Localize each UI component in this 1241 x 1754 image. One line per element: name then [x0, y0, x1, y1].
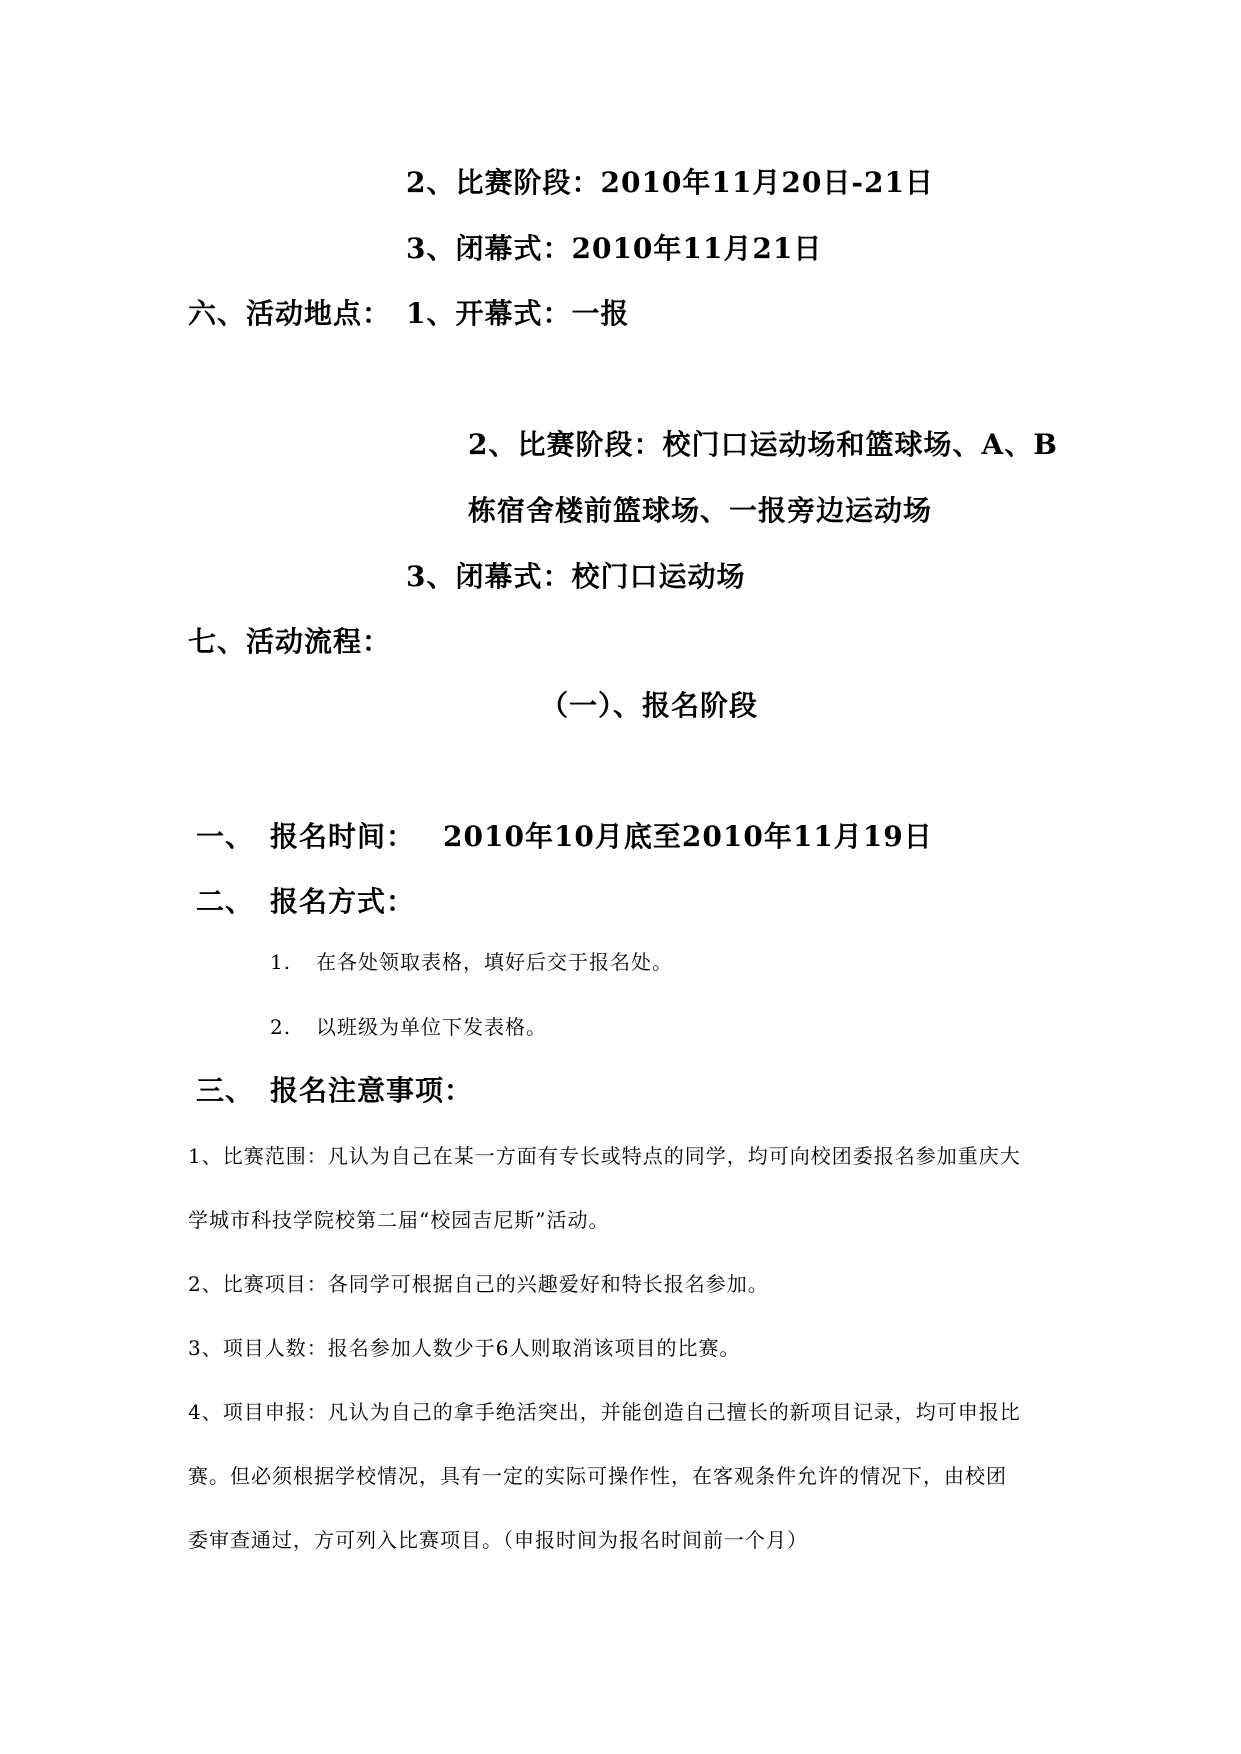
registration-notes-heading — [196, 1074, 474, 1107]
registration-method-number: 二、 — [196, 885, 255, 918]
registration-time-value: 2010年10月底至2010年11月19日 — [443, 820, 933, 853]
registration-notes-label: 报名注意事项： — [270, 1074, 474, 1107]
list-item-number: 2. — [270, 1015, 292, 1039]
notes-items: 2、比赛项目：各同学可根据自己的兴趣爱好和特长报名参加。 — [188, 1272, 769, 1296]
registration-time-label: 报名时间： — [270, 820, 416, 853]
schedule-closing: 3、闭幕式：2010年11月21日 — [406, 232, 823, 265]
notes-apply-line3: 委审查通过，方可列入比赛项目。（申报时间为报名时间前一个月） — [188, 1528, 808, 1552]
venue-opening: 1、开幕式：一报 — [406, 297, 630, 330]
venue-stage-line2: 栋宿舍楼前篮球场、一报旁边运动场 — [468, 494, 933, 527]
notes-count: 3、项目人数：报名参加人数少于6人则取消该项目的比赛。 — [188, 1336, 741, 1360]
notes-scope-line1: 1、比赛范围：凡认为自己在某一方面有专长或特点的同学，均可向校团委报名参加重庆大 — [188, 1144, 1021, 1168]
list-item-text: 在各处领取表格，填好后交于报名处。 — [316, 950, 673, 974]
venue-stage-line1: 2、比赛阶段：校门口运动场和篮球场、A、B — [468, 428, 1058, 461]
process-subheading: （一）、报名阶段 — [540, 689, 759, 722]
list-item-text: 以班级为单位下发表格。 — [316, 1015, 547, 1039]
schedule-stage: 2、比赛阶段：2010年11月20日-21日 — [406, 166, 934, 199]
process-heading: 七、活动流程： — [188, 625, 392, 658]
registration-method-item — [270, 952, 673, 972]
registration-method-label: 报名方式： — [270, 885, 416, 918]
venue-heading: 六、活动地点： — [188, 297, 392, 330]
registration-time — [196, 820, 933, 853]
registration-method-item — [270, 1017, 547, 1037]
list-item-number: 1. — [270, 950, 292, 974]
notes-apply-line1: 4、项目申报：凡认为自己的拿手绝活突出，并能创造自己擅长的新项目记录，均可申报比 — [188, 1400, 1021, 1424]
registration-method-heading — [196, 885, 416, 918]
notes-scope-line2: 学城市科技学院校第二届“校园吉尼斯”活动。 — [188, 1208, 610, 1232]
registration-time-number: 一、 — [196, 820, 255, 853]
registration-notes-number: 三、 — [196, 1074, 255, 1107]
venue-closing: 3、闭幕式：校门口运动场 — [406, 560, 746, 593]
notes-apply-line2: 赛。但必须根据学校情况，具有一定的实际可操作性，在客观条件允许的情况下，由校团 — [188, 1464, 1007, 1488]
